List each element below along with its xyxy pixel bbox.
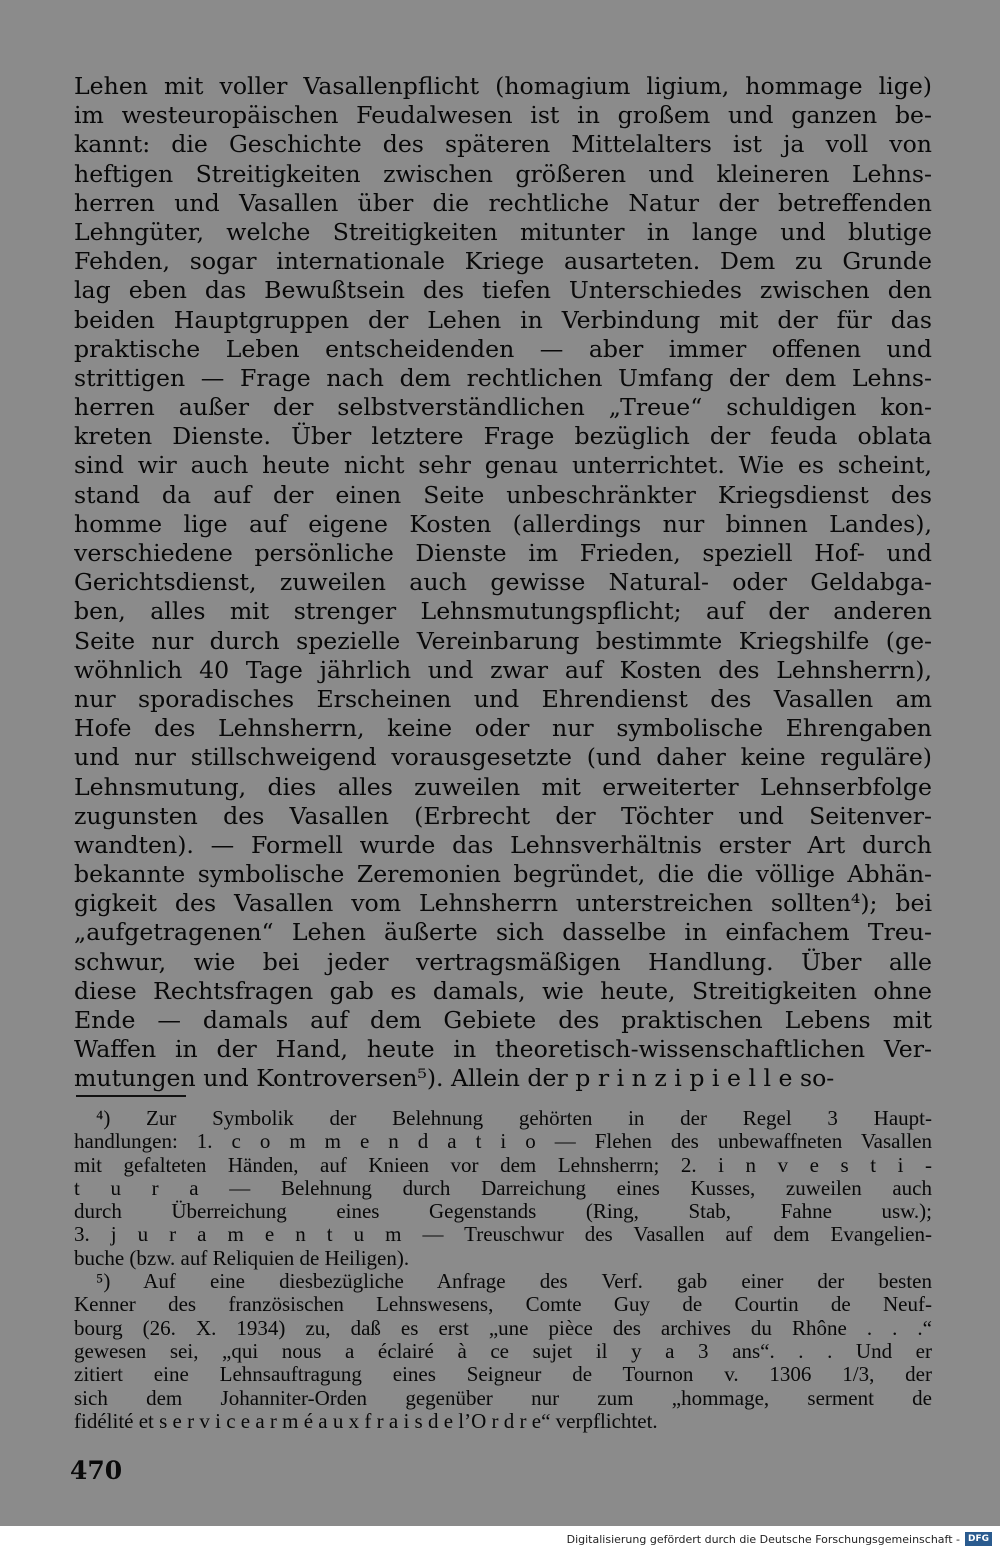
text-line: Lehngüter, welche Streitigkeiten mitunter in lange und blutige <box>74 217 932 246</box>
footnote-line: ⁴) Zur Symbolik der Belehnung gehörten in der Regel 3 Haupt- <box>96 1107 932 1130</box>
footer-bar <box>0 1526 1000 1553</box>
text-line: verschiedene persönliche Dienste im Frieden, speziell Hof- und <box>74 539 932 567</box>
text-line: gigkeit des Vasallen vom Lehnsherrn unterstreichen sollten⁴); bei <box>74 889 932 918</box>
text-line: Lehen mit voller Vasallenpflicht (homagium ligium, hommage lige) <box>74 72 932 100</box>
main-text-block <box>74 72 932 1094</box>
footnote-line: handlungen: 1. c o m m e n d a t i o — Flehen des unbewaffneten Vasallen <box>74 1130 932 1154</box>
text-line: homme lige auf eigene Kosten (allerdings nur binnen Landes), <box>74 509 932 538</box>
text-line: Seite nur durch spezielle Vereinbarung bestimmte Kriegshilfe (ge- <box>74 626 932 655</box>
text-line: sind wir auch heute nicht sehr genau unterrichtet. Wie es scheint, <box>74 451 932 480</box>
text-line: bekannte symbolische Zeremonien begründet, die die völlige Abhän- <box>74 860 932 889</box>
footnote-line: t u r a — Belehnung durch Darreichung eines Kusses, zuweilen auch <box>74 1176 932 1200</box>
text-line: Gerichtsdienst, zuweilen auch gewisse Natural- oder Geldabga- <box>74 568 932 597</box>
dfg-logo: DFG <box>965 1532 992 1546</box>
text-line: Fehden, sogar internationale Kriege ausarteten. Dem zu Grunde <box>74 247 932 276</box>
text-line: Hofe des Lehnsherrn, keine oder nur symbolische Ehrengaben <box>74 714 932 743</box>
footnote-divider <box>76 1095 186 1097</box>
footnotes-block <box>74 1107 932 1433</box>
page-number: 470 <box>70 1456 123 1485</box>
text-line: kannt: die Geschichte des späteren Mittelalters ist ja voll von <box>74 130 932 159</box>
text-line: herren außer der selbstverständlichen „Treue“ schuldigen kon- <box>74 393 932 422</box>
footnote-line: durch Überreichung eines Gegenstands (Ring, Stab, Fahne usw.); <box>74 1200 932 1224</box>
text-line: zugunsten des Vasallen (Erbrecht der Töchter und Seitenver- <box>74 801 932 830</box>
text-line: ben, alles mit strenger Lehnsmutungspflicht; auf der anderen <box>74 597 932 626</box>
text-line: wöhnlich 40 Tage jährlich und zwar auf Kosten des Lehnsherrn), <box>74 655 932 684</box>
text-line: diese Rechtsfragen gab es damals, wie heute, Streitigkeiten ohne <box>74 976 932 1005</box>
funding-notice: Digitalisierung gefördert durch die Deutsche Forschungsgemeinschaft - <box>566 1533 960 1546</box>
text-line: heftigen Streitigkeiten zwischen größeren und kleineren Lehns- <box>74 159 932 188</box>
text-line: im westeuropäischen Feudalwesen ist in großem und ganzen be- <box>74 101 932 130</box>
footnote-line: fidélité et s e r v i c e a r m é a u x f r a i s d e l’O r d r e“ verpflichtet. <box>74 1409 658 1433</box>
footnote-line: gewesen sei, „qui nous a éclairé à ce sujet il y a 3 ans“. . . Und er <box>74 1339 932 1363</box>
footnote-line: zitiert eine Lehnsauftragung eines Seigneur de Tournon v. 1306 1/3, der <box>74 1363 932 1387</box>
text-line: praktische Leben entscheidenden — aber immer offenen und <box>74 334 932 363</box>
text-line: beiden Hauptgruppen der Lehen in Verbindung mit der für das <box>74 305 932 334</box>
text-line: stand da auf der einen Seite unbeschränkter Kriegsdienst des <box>74 480 932 509</box>
text-line: Lehnsmutung, dies alles zuweilen mit erweiterter Lehnserbfolge <box>74 772 932 801</box>
text-line: Ende — damals auf dem Gebiete des praktischen Lebens mit <box>74 1006 932 1034</box>
text-line: mutungen und Kontroversen⁵). Allein der p r i n z i p i e l l e so- <box>74 1064 835 1093</box>
text-line: schwur, wie bei jeder vertragsmäßigen Handlung. Über alle <box>74 947 932 976</box>
footnote-line: mit gefalteten Händen, auf Knieen vor dem Lehnsherrn; 2. i n v e s t i - <box>74 1153 932 1177</box>
text-line: „aufgetragenen“ Lehen äußerte sich dasselbe in einfachem Treu- <box>74 918 932 947</box>
text-line: kreten Dienste. Über letztere Frage bezüglich der feuda oblata <box>74 422 932 451</box>
footnote-line: ⁵) Auf eine diesbezügliche Anfrage des Verf. gab einer der besten <box>96 1270 932 1294</box>
footnote-line: buche (bzw. auf Reliquien de Heiligen). <box>74 1246 410 1270</box>
text-line: und nur stillschweigend vorausgesetzte (und daher keine reguläre) <box>74 743 932 772</box>
footnote-line: sich dem Johanniter-Orden gegenüber nur zum „hommage, serment de <box>74 1386 932 1410</box>
text-line: herren und Vasallen über die rechtliche Natur der betreffenden <box>74 188 932 217</box>
footnote-line: bourg (26. X. 1934) zu, daß es erst „une pièce des archives du Rhône . . .“ <box>74 1316 932 1340</box>
text-line: strittigen — Frage nach dem rechtlichen Umfang der dem Lehns- <box>74 363 932 392</box>
text-line: lag eben das Bewußtsein des tiefen Unterschiedes zwischen den <box>74 276 932 305</box>
text-line: Waffen in der Hand, heute in theoretisch-wissenschaftlichen Ver- <box>74 1035 932 1064</box>
footnote-line: Kenner des französischen Lehnswesens, Comte Guy de Courtin de Neuf- <box>74 1293 932 1317</box>
footnote-line: 3. j u r a m e n t u m — Treuschwur des Vasallen auf dem Evangelien- <box>74 1223 932 1247</box>
text-line: wandten). — Formell wurde das Lehnsverhältnis erster Art durch <box>74 830 932 859</box>
text-line: nur sporadisches Erscheinen und Ehrendienst des Vasallen am <box>74 684 932 713</box>
